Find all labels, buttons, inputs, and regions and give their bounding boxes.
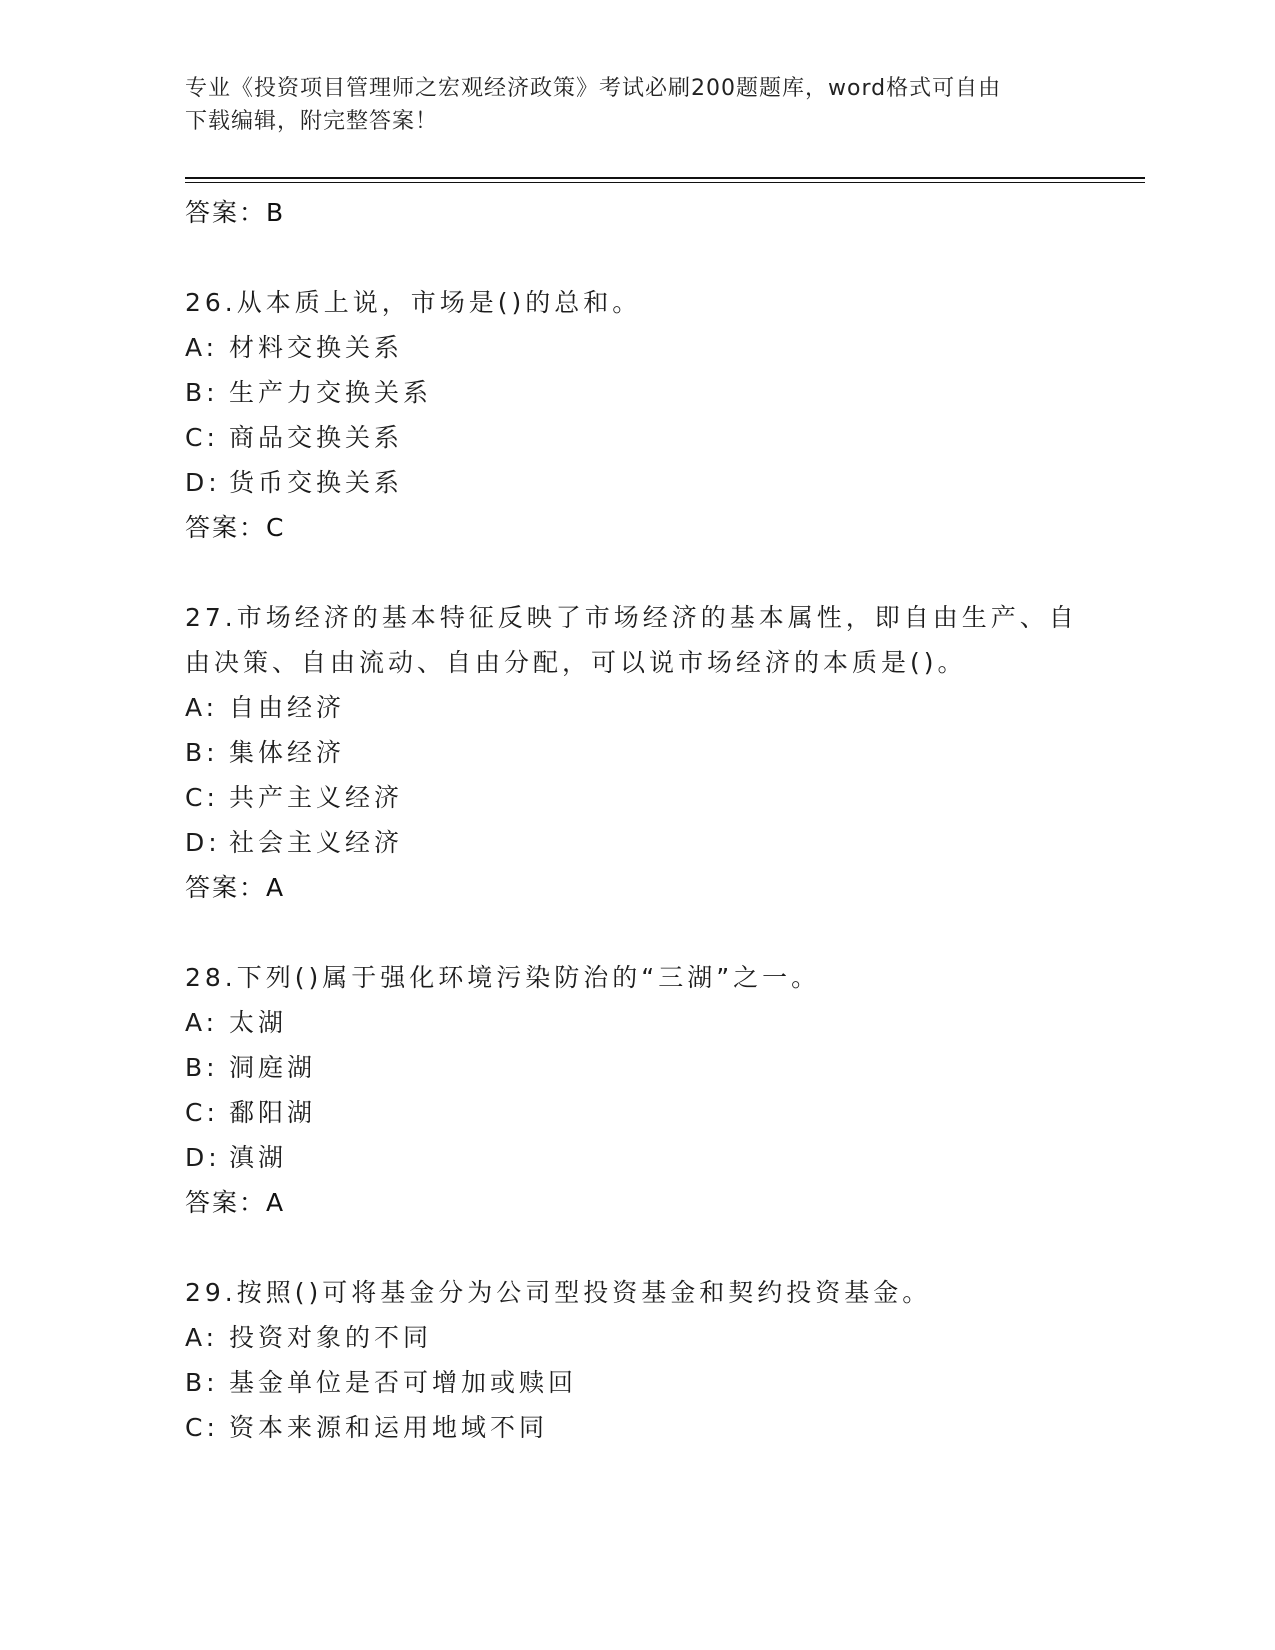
answer-line: 答案：A	[185, 873, 286, 902]
option-a: A: 自由经济	[185, 693, 346, 722]
question-text: 28.下列()属于强化环境污染防治的“三湖”之一。	[185, 963, 821, 992]
option-a: A: 太湖	[185, 1008, 288, 1037]
option-b: B: 集体经济	[185, 738, 346, 767]
option-c: C: 共产主义经济	[185, 783, 404, 812]
option-a: A: 材料交换关系	[185, 333, 404, 362]
question-text-line-2: 由决策、自由流动、自由分配，可以说市场经济的本质是()。	[185, 648, 967, 677]
option-b: B: 基金单位是否可增加或赎回	[185, 1368, 578, 1397]
question-list	[185, 190, 1085, 1450]
option-c: C: 鄱阳湖	[185, 1098, 317, 1127]
header-rule-thick	[185, 177, 1145, 179]
answer-line: 答案：C	[185, 513, 286, 542]
question-29	[185, 1270, 1085, 1450]
question-27	[185, 595, 1085, 910]
option-d: D: 滇湖	[185, 1143, 288, 1172]
question-text: 29.按照()可将基金分为公司型投资基金和契约投资基金。	[185, 1278, 932, 1307]
option-d: D: 社会主义经济	[185, 828, 404, 857]
option-c: C: 商品交换关系	[185, 423, 404, 452]
header-line-1: 专业《投资项目管理师之宏观经济政策》考试必刷200题题库，word格式可自由	[185, 76, 1002, 101]
answer-line: 答案：B	[185, 198, 286, 227]
answer-line: 答案：A	[185, 1188, 286, 1217]
header-line-2: 下载编辑，附完整答案！	[185, 109, 439, 134]
option-b: B: 生产力交换关系	[185, 378, 433, 407]
option-d: D: 货币交换关系	[185, 468, 404, 497]
option-c: C: 资本来源和运用地域不同	[185, 1413, 549, 1442]
header-rule-thin	[185, 182, 1145, 183]
question-26	[185, 280, 1085, 550]
document-header	[185, 72, 1075, 138]
question-text-line-1: 27.市场经济的基本特征反映了市场经济的基本属性，即自由生产、自	[185, 603, 1078, 632]
question-28	[185, 955, 1085, 1225]
question-text: 26.从本质上说，市场是()的总和。	[185, 288, 642, 317]
option-a: A: 投资对象的不同	[185, 1323, 433, 1352]
option-b: B: 洞庭湖	[185, 1053, 317, 1082]
